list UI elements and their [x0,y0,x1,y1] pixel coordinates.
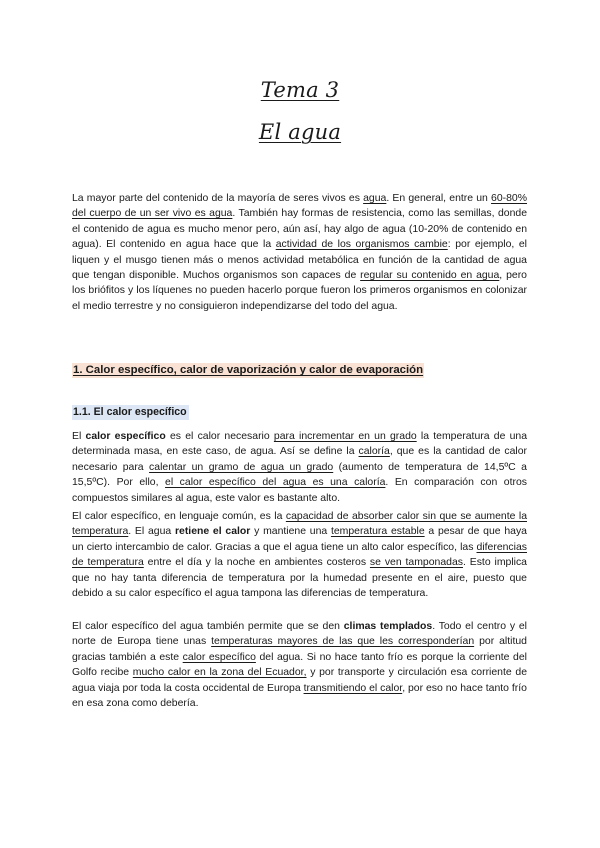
underlined-text: actividad de los organismos cambie [275,239,448,251]
underlined-text: se ven tamponadas [369,557,463,569]
bold-term: climas templados [343,621,433,632]
document-title-line2 [0,120,600,144]
underlined-text: para incrementar en un grado [273,431,417,442]
underlined-text: capacidad de absorber calor sin que se aumente la temperatura [72,511,527,538]
title-el-agua: El agua [258,120,342,144]
paragraph-calor-especifico-definicion: El calor específico es el calor necesario para incrementar en un grado la temperatura de una determinada masa, en este caso, de agua. Así se define la caloría, que es la cantidad de calor necesario para calentar un gramo de agua un grado (aumento de temperatura de 14,5ºC a 15,5ºC). Por ello, el calor específico del agua es una caloría. En comparación con otros compuestos similares al agua, este valor es bastante alto. [72,431,528,504]
document-title-line1 [0,78,600,102]
underlined-text: diferencias de temperatura [72,541,527,569]
underlined-text: regular su contenido en agua [360,270,500,282]
underlined-text: temperatura estable [330,526,425,538]
underlined-text: mucho calor en la zona del Ecuador, [132,667,307,679]
underlined-text: agua [363,193,387,204]
title-tema: Tema 3 [260,78,340,102]
underlined-text: transmitiendo el calor [303,682,403,694]
underlined-text: 60-80% del cuerpo de un ser vivo es agua [72,193,528,220]
subsection-heading-1-1: 1.1. El calor específico [73,406,187,418]
underlined-text: temperaturas mayores de las que les corresponderían [211,636,475,648]
intro-paragraph: La mayor parte del contenido de la mayoría de seres vivos es agua. En general, entre un 60-80% del cuerpo de un ser vivo es agua. También hay formas de resistencia, como las semillas, donde el contenido de agua es mucho menor pero, aún así, hay algo de agua (10-20% de contenido en agua). El contenido en agua hace que la actividad de los organismos cambie: por ejemplo, el liquen y el musgo tienen más o menos actividad metabólica en función de la cantidad de agua que tengan disponible. Muchos organismos son capaces de regular su contenido en agua, pero los briófitos y los líquenes no pueden hacerlo porque fueron los primeros organismos en colonizar el medio terrestre y no consiguieron independizarse del todo del agua. [72,193,528,312]
paragraph-climas-templados: El calor específico del agua también permite que se den climas templados. Todo el centro y el norte de Europa tiene unas temperaturas mayores de las que les corresponderían por altitud gracias también a este calor específico del agua. Si no hace tanto frío es porque la corriente del Golfo recibe mucho calor en la zona del Ecuador, y por transporte y circulación esa corriente de agua viaja por toda la costa occidental de Europa transmitiendo el calor, por eso no hace tanto frío en esa zona como debería. [72,621,527,710]
paragraph-calor-especifico-lenguaje-comun: El calor específico, en lenguaje común, es la capacidad de absorber calor sin que se aumente la temperatura. El agua retiene el calor y mantiene una temperatura estable a pesar de que haya un cierto intercambio de calor. Gracias a que el agua tiene un alto calor específico, las diferencias de temperatura entre el día y la noche en ambientes costeros se ven tamponadas. Esto implica que no hay tanta diferencia de temperatura por la humedad presente en el aire, puesto que debido a su calor específico el agua tampona las diferencias de temperatura. [72,511,527,600]
bold-term: retiene el calor [174,526,251,538]
section-heading-1: 1. Calor específico, calor de vaporización y calor de evaporación [73,364,424,376]
underlined-text: calentar un gramo de agua un grado [149,461,334,473]
underlined-text: caloría [358,446,390,458]
bold-term: calor específico [85,431,166,442]
underlined-text: calor específico [182,651,256,663]
underlined-text: el calor específico del agua es una caloría [165,477,386,489]
